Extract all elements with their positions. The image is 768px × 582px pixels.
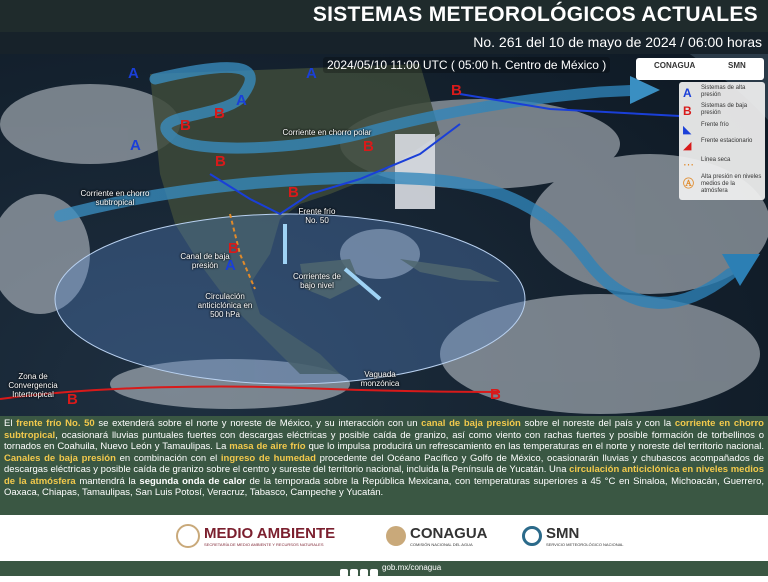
title-bar [0,0,768,32]
desc-text: procedente del Océano Pacífico y Golfo de México, ocasionarán lluvias y chubascos acompañados de descargas eléctricas y posible caída de granizo sobre el centro y sureste del territorio nacional, incluida la Península de Yucatán. Una [4,452,765,475]
desc-highlight: Canales de baja presión [4,452,116,464]
low-pressure-icon: B [228,240,239,257]
low-level-currents-label: Corrientes de bajo nivel [292,272,342,290]
legend-item-cold-front [683,122,763,138]
desc-highlight: masa de aire frío [229,441,306,452]
cold-front-icon: ◣ [683,124,692,136]
bulletin-number: No. 261 del 10 de mayo de 2024 / 06:00 horas [473,34,762,50]
low-pressure-channel-label: Canal de baja presión [180,252,230,270]
footer [0,515,768,561]
bulletin-bar [0,32,768,54]
desc-bold: segunda onda de calor [139,475,246,487]
desc-highlight: corriente en chorro subtropical [4,418,764,441]
anticyclone-icon: Ⓐ [683,178,694,190]
anticyclone-region [55,214,525,384]
desc-text: se extenderá sobre el norte y noreste de México, y su interacción con un [94,418,422,429]
high-pressure-icon: A [225,257,236,274]
desc-highlight: circulación anticiclónica en niveles medios de la atmósfera [4,464,764,487]
anticyclone-label: Circulación anticiclónica en 500 hPa [197,292,253,319]
legend-item-low [683,103,763,119]
desc-highlight: canal de baja presión [421,418,521,429]
low-pressure-icon: B [490,386,501,403]
legend-item-stationary [683,138,763,154]
conagua-subtitle: COMISIÓN NACIONAL DEL AGUA [410,542,473,547]
desc-text: El [4,418,17,429]
legend-item-anticyclone [683,174,763,198]
satellite-map [0,54,768,416]
website-link[interactable]: gob.mx/conagua [382,563,442,572]
desc-text: , ocasionará lluvias puntuales fuertes con descargas eléctricas y posible caída de granizo, así como viento con rachas fuertes y posible formación de torbellinos o tornados en Coahuila, Nuevo León y Tamaulipas. La [4,429,764,452]
high-pressure-icon: A [236,92,247,109]
legend-label: Frente estacionario [701,138,753,144]
smn-title: SMN [546,525,580,542]
image-timestamp: 2024/05/10 11:00 UTC ( 05:00 h. Centro de México ) [323,57,610,73]
desc-text: que lo impulsa producirá un refrescamiento en las temperaturas en el norte y noreste del territorio nacional. [305,441,764,452]
high-pressure-icon: A [683,86,692,100]
low-pressure-icon: B [215,153,226,170]
high-pressure-icon: A [130,137,141,154]
conagua-logo-text: CONAGUA [654,61,696,70]
desc-text: en combinación con el [115,452,221,464]
smn-icon [522,526,542,546]
legend-label: Alta presión en niveles medios de la atmósfera [701,174,762,194]
low-pressure-icon: B [214,105,225,122]
monsoon-trough-label: Vaguada monzónica [360,370,400,388]
conagua-icon [386,526,406,546]
smn-subtitle: SERVICIO METEOROLÓGICO NACIONAL [546,542,624,547]
desc-text: de la temporada sobre la República Mexicana, con temperaturas superiores a 45 °C en Sinaloa, Michoacán, Guerrero, Oaxaca, Chiapas, Tamaulipas, San Luis Potosí, Veracruz, Tabasco, Campeche y Yucatán. [4,475,764,498]
conagua-title: CONAGUA [410,525,488,542]
desc-highlight: frente frío No. 50 [16,418,95,429]
low-pressure-icon: B [683,104,692,118]
subtropical-jet-label: Corriente en chorro subtropical [80,189,150,207]
dry-line-icon: ⋯ [683,159,694,171]
polar-jet-label: Corriente en chorro polar [282,128,372,137]
desc-text: sobre el noreste del país y con la [520,418,675,429]
low-pressure-icon: B [451,82,462,99]
medio-ambiente-subtitle: SECRETARÍA DE MEDIO AMBIENTE Y RECURSOS NATURALES [204,542,324,547]
high-pressure-icon: A [128,65,139,82]
low-pressure-icon: B [288,184,299,201]
bottom-bar [0,561,768,576]
cold-front-label: Frente frío No. 50 [298,207,336,225]
legend-item-dry-line [683,157,763,173]
forecast-description [0,416,768,515]
legend-label: Frente frío [701,122,729,128]
map-canvas [0,54,768,416]
desc-highlight: ingreso de humedad [220,452,316,464]
legend-label: Sistemas de alta presión [701,85,746,98]
low-pressure-icon: B [180,117,191,134]
medio-ambiente-title: MEDIO AMBIENTE [204,525,336,542]
page-title: SISTEMAS METEOROLÓGICOS ACTUALES [312,3,758,26]
legend-label: Línea seca [701,157,731,163]
low-pressure-icon: B [67,391,78,408]
seal-icon [176,524,200,548]
legend-item-high [683,85,763,101]
top-logos [636,58,764,80]
itcz-label: Zona de Convergencia Intertropical [8,372,58,399]
high-pressure-icon: A [306,65,317,82]
low-pressure-icon: B [363,138,374,155]
social-icons [340,564,380,582]
desc-text: mantendrá la [75,475,140,487]
legend-label: Sistemas de baja presión [701,103,748,116]
map-legend [679,82,765,200]
stationary-front-icon: ◢ [683,140,692,152]
smn-logo-text: SMN [728,61,746,70]
